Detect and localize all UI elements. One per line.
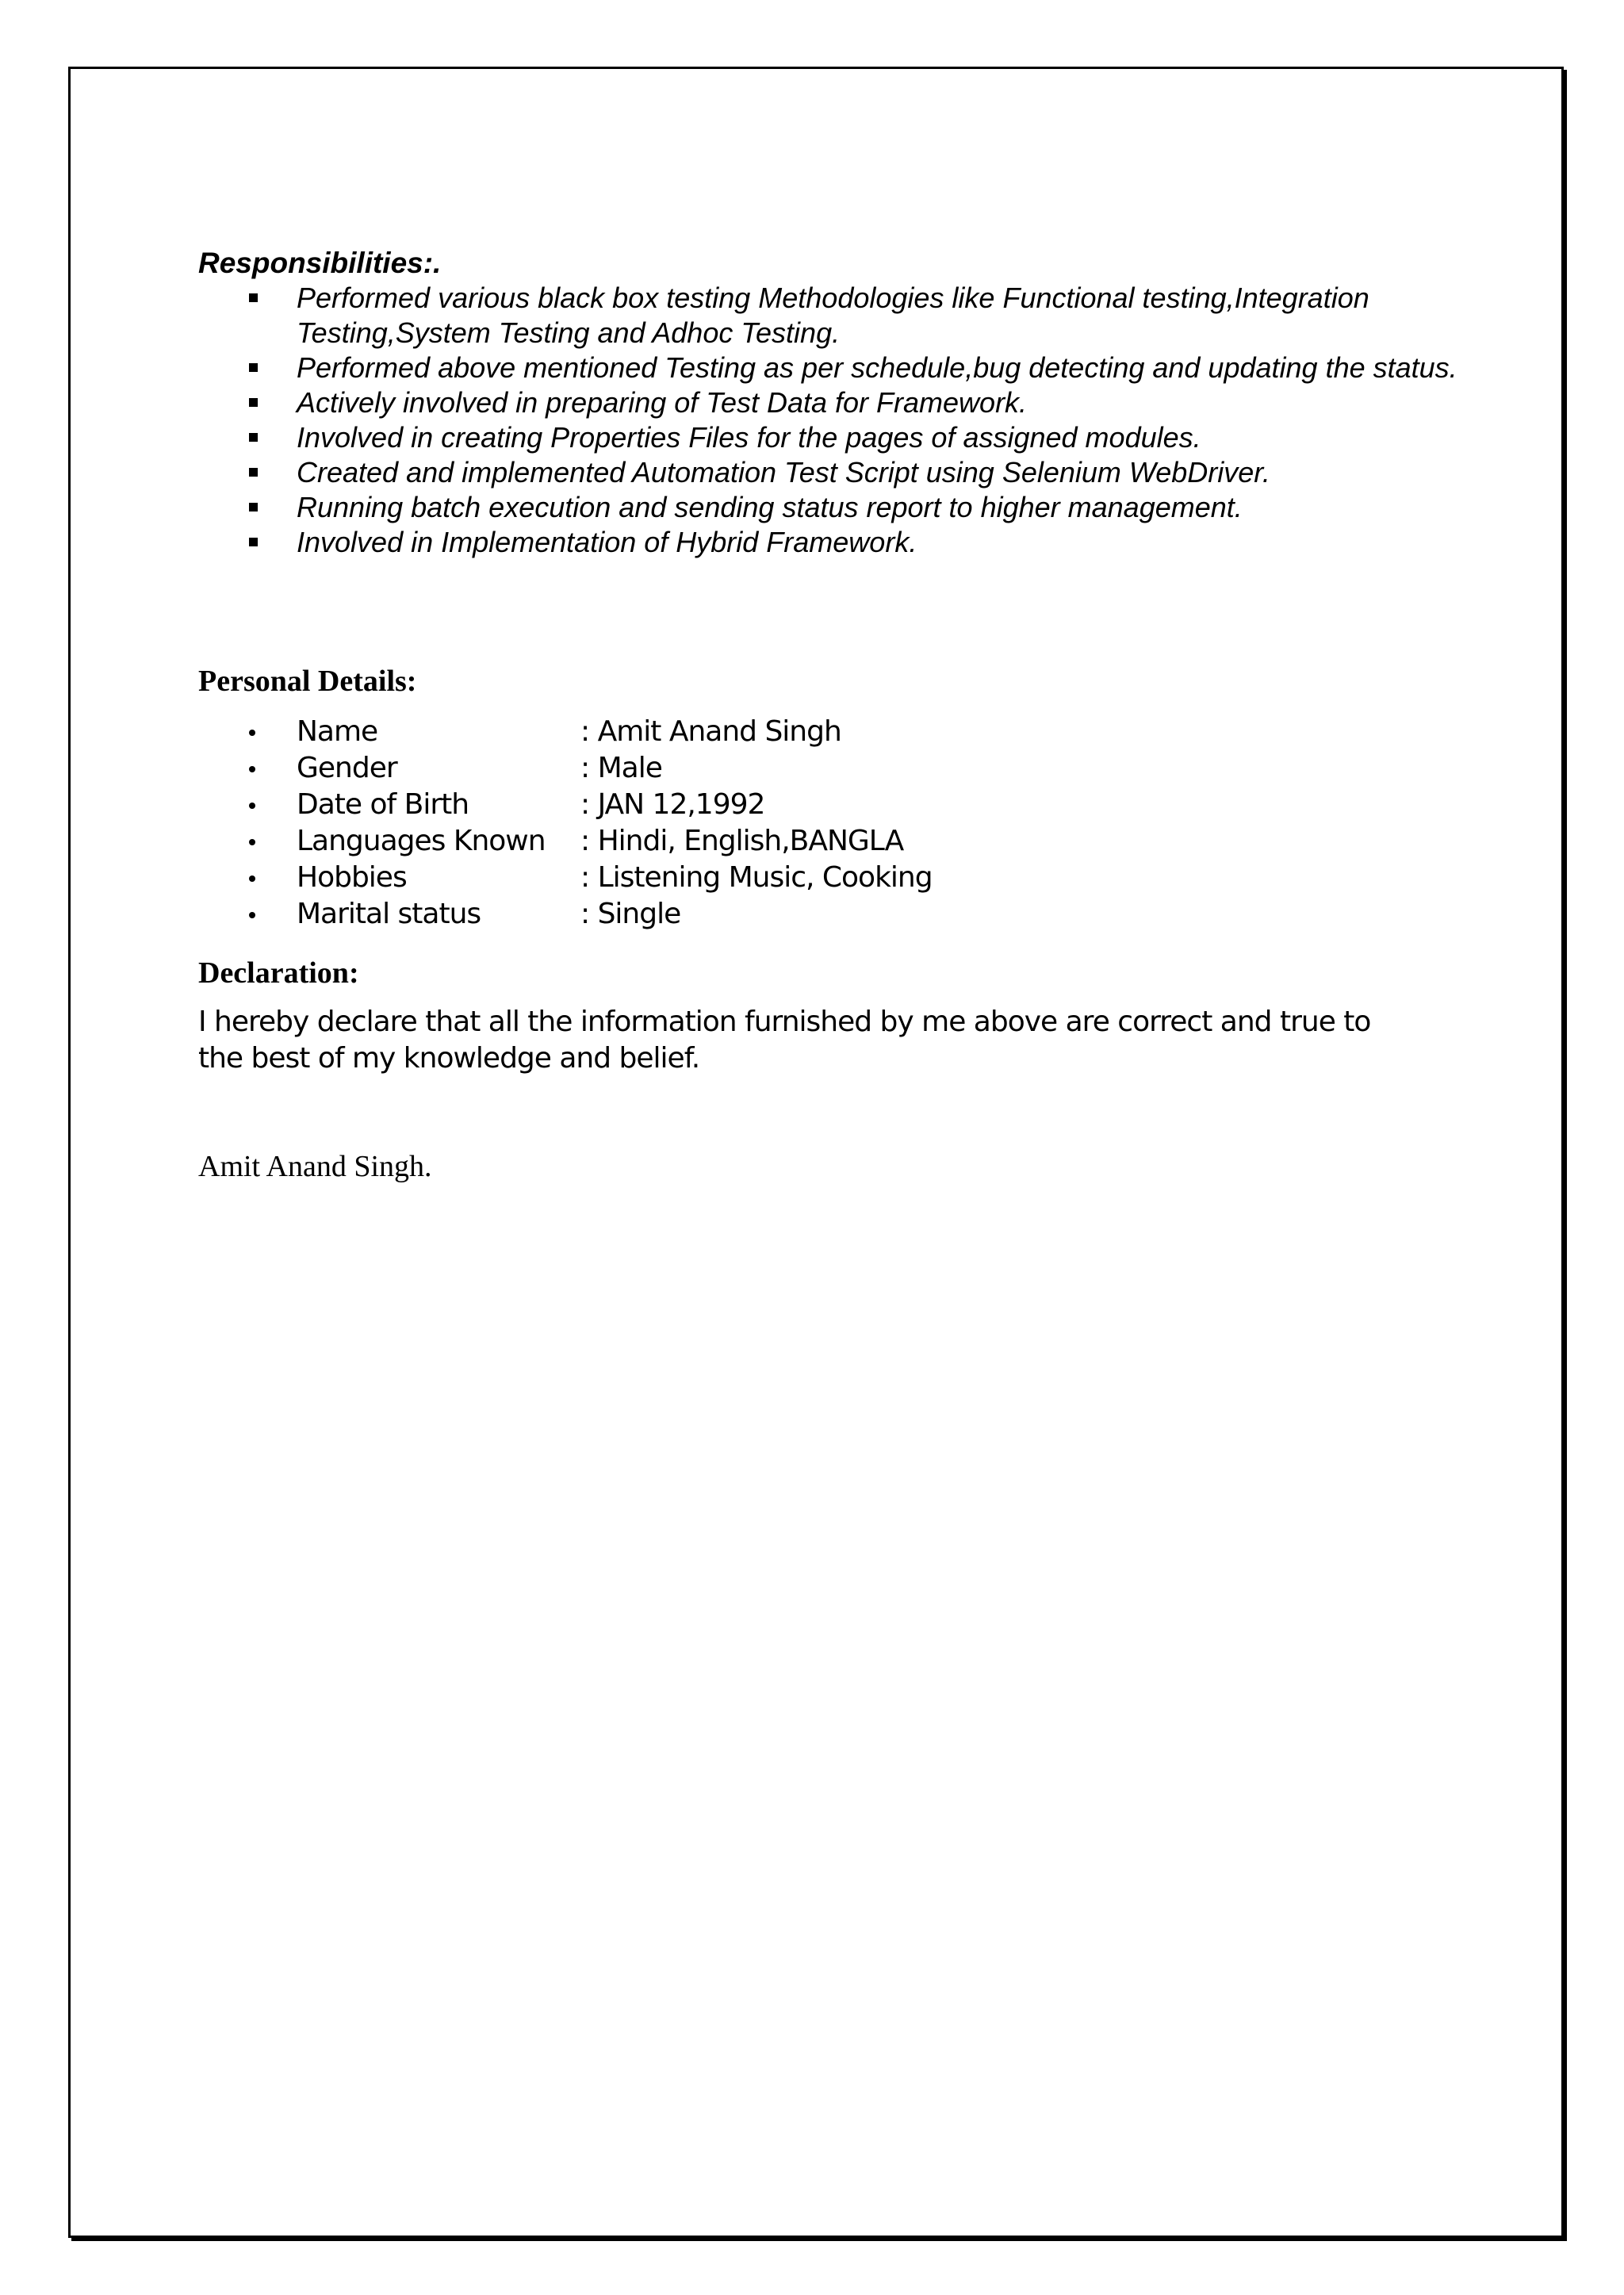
detail-row-marital-status xyxy=(198,896,1467,933)
square-bullet-icon xyxy=(249,398,258,407)
list-item xyxy=(198,385,1475,420)
detail-row-gender xyxy=(198,750,1467,787)
list-item xyxy=(198,455,1475,490)
detail-label: Gender xyxy=(297,752,397,784)
detail-row-languages xyxy=(198,823,1467,860)
list-item xyxy=(198,351,1475,385)
detail-label: Date of Birth xyxy=(297,788,469,821)
square-bullet-icon xyxy=(249,538,258,546)
list-item xyxy=(198,525,1475,560)
responsibility-text: Involved in Implementation of Hybrid Framework. xyxy=(297,526,917,558)
list-item xyxy=(198,281,1475,351)
detail-label: Marital status xyxy=(297,898,481,930)
square-bullet-icon xyxy=(249,433,258,442)
detail-row-hobbies xyxy=(198,860,1467,896)
dot-bullet-icon xyxy=(249,912,255,918)
detail-row-date-of-birth xyxy=(198,787,1467,823)
dot-bullet-icon xyxy=(249,839,255,845)
responsibility-text: Performed various black box testing Methodologies like Functional testing,Integration Testing,System Testing and Adhoc Testing. xyxy=(297,282,1369,349)
personal-details-list xyxy=(198,714,1467,933)
list-item xyxy=(198,420,1475,455)
document-content xyxy=(198,246,1467,1185)
responsibilities-list xyxy=(198,281,1467,560)
responsibility-text: Created and implemented Automation Test Script using Selenium WebDriver. xyxy=(297,456,1270,489)
declaration-text: I hereby declare that all the information furnished by me above are correct and true to the best of my knowledge and belief. xyxy=(198,1006,1371,1075)
square-bullet-icon xyxy=(249,293,258,302)
declaration-heading: Declaration: xyxy=(198,956,359,990)
dot-bullet-icon xyxy=(249,803,255,809)
detail-value: : Hindi, English,BANGLA xyxy=(580,825,904,857)
detail-value: : Male xyxy=(580,752,662,784)
dot-bullet-icon xyxy=(249,875,255,882)
square-bullet-icon xyxy=(249,363,258,372)
responsibility-text: Performed above mentioned Testing as per schedule,bug detecting and updating the status. xyxy=(297,351,1457,384)
square-bullet-icon xyxy=(249,503,258,511)
detail-value: : JAN 12,1992 xyxy=(580,788,765,821)
detail-label: Hobbies xyxy=(297,861,407,894)
detail-value: : Single xyxy=(580,898,681,930)
signature: Amit Anand Singh. xyxy=(198,1150,432,1183)
detail-value: : Amit Anand Singh xyxy=(580,715,841,748)
detail-row-name xyxy=(198,714,1467,750)
dot-bullet-icon xyxy=(249,730,255,736)
responsibility-text: Running batch execution and sending status report to higher management. xyxy=(297,491,1243,523)
responsibility-text: Actively involved in preparing of Test Data for Framework. xyxy=(297,386,1028,419)
detail-label: Name xyxy=(297,715,378,748)
detail-value: : Listening Music, Cooking xyxy=(580,861,933,894)
personal-details-heading: Personal Details: xyxy=(198,665,417,698)
dot-bullet-icon xyxy=(249,766,255,772)
responsibility-text: Involved in creating Properties Files for the pages of assigned modules. xyxy=(297,421,1201,454)
responsibilities-heading: Responsibilities:. xyxy=(198,247,442,279)
list-item xyxy=(198,490,1475,525)
square-bullet-icon xyxy=(249,468,258,477)
detail-label: Languages Known xyxy=(297,825,546,857)
